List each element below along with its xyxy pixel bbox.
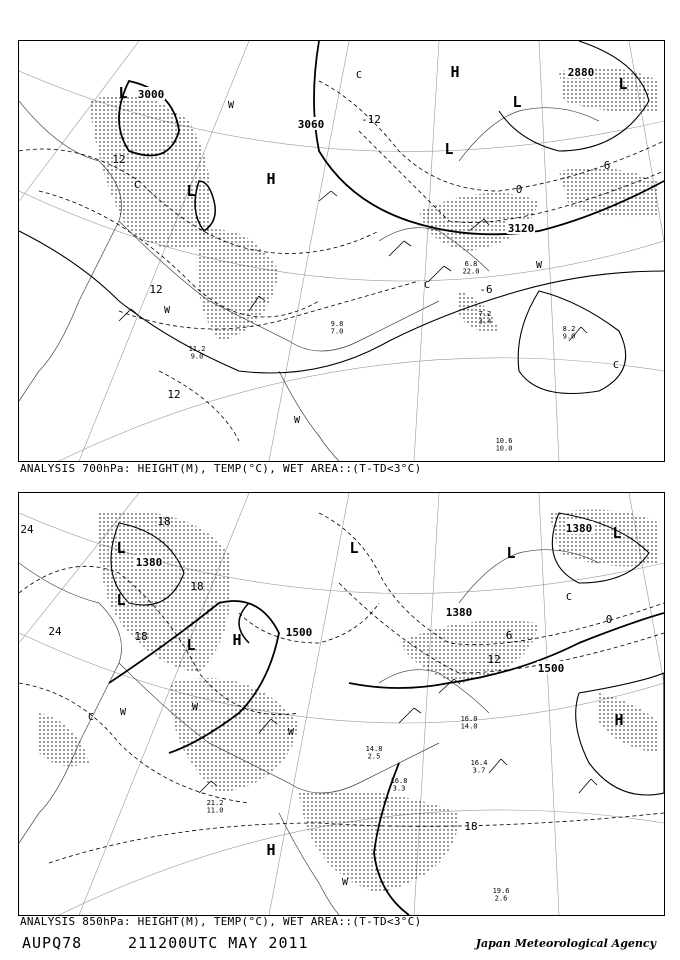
low-center: L [116,591,126,609]
low-center: L [186,182,196,200]
station-value: 21.2 11.0 [206,799,224,815]
temp-label: 6 [505,629,513,642]
low-center: L [116,539,126,557]
caption-850hpa: ANALYSIS 850hPa: HEIGHT(M), TEMP(°C), WET AREA::(T-TD<3°C) [20,915,422,928]
low-center: L [186,636,196,654]
high-center: H [266,841,276,859]
air-mark: W [191,702,199,713]
low-center: L [444,140,454,158]
station-value: 11.2 9.0 [188,345,206,361]
station-value: 14.8 2.5 [365,745,383,761]
air-mark: C [355,70,363,81]
air-mark: W [119,707,127,718]
station-value: 19.6 2.6 [492,887,510,903]
chart-850hpa[interactable] [18,492,665,916]
height-label: 1500 [285,626,313,639]
height-label: 3120 [507,222,535,235]
temp-label: 24 [48,625,62,638]
temp-label: 18 [190,580,204,593]
air-mark: W [163,305,171,316]
high-center: H [232,631,242,649]
height-label: 1500 [537,662,565,675]
air-mark: C [87,712,95,723]
temp-label: 18 [464,820,478,833]
temp-label: 18 [157,515,171,528]
station-value: 10.6 10.0 [495,437,513,453]
temp-label: 0 [515,183,523,196]
low-center: L [118,84,128,102]
valid-time: 211200UTC MAY 2011 [128,934,309,952]
station-value: 7.2 3.4 [478,310,492,326]
station-value: 6.8 22.0 [462,260,480,276]
station-value: 9.8 7.0 [330,320,344,336]
temp-label: -6 [479,283,493,296]
height-label: 1380 [445,606,473,619]
chart-700hpa[interactable] [18,40,665,462]
air-mark: W [227,100,235,111]
temp-label: -12 [361,113,381,126]
temp-label: 12 [487,653,501,666]
station-value: 16.8 3.3 [390,777,408,793]
air-mark: C [612,360,620,371]
agency-name: Japan Meteorological Agency [475,937,656,950]
coastlines [19,550,599,915]
station-value: 16.4 3.7 [470,759,488,775]
temp-label: 12 [149,283,163,296]
temp-label: 12 [167,388,181,401]
map-700hpa [19,41,664,461]
temp-label: 24 [20,523,34,536]
temp-label: 6 [603,159,611,172]
station-value: 16.0 14.0 [460,715,478,731]
height-label: 1380 [135,556,163,569]
temp-label: 12 [112,153,126,166]
low-center: L [506,544,516,562]
low-center: L [612,524,622,542]
temp-label: 18 [134,630,148,643]
height-label: 3060 [297,118,325,131]
height-label: 3000 [137,88,165,101]
high-center: H [450,63,460,81]
air-mark: C [565,592,573,603]
high-center: H [266,170,276,188]
air-mark: W [341,877,349,888]
air-mark: W [287,727,295,738]
height-label: 1380 [565,522,593,535]
low-center: L [618,75,628,93]
caption-700hpa: ANALYSIS 700hPa: HEIGHT(M), TEMP(°C), WET AREA::(T-TD<3°C) [20,462,422,475]
air-mark: W [535,260,543,271]
low-center: L [512,93,522,111]
high-center: H [614,711,624,729]
low-center: L [349,539,359,557]
air-mark: W [293,415,301,426]
air-mark: C [133,180,141,191]
station-value: 8.2 9.0 [562,325,576,341]
air-mark: C [423,280,431,291]
temp-label: 0 [605,613,613,626]
wet-areas [39,510,659,893]
height-label: 2880 [567,66,595,79]
map-850hpa [19,493,664,915]
chart-id: AUPQ78 [22,934,83,952]
